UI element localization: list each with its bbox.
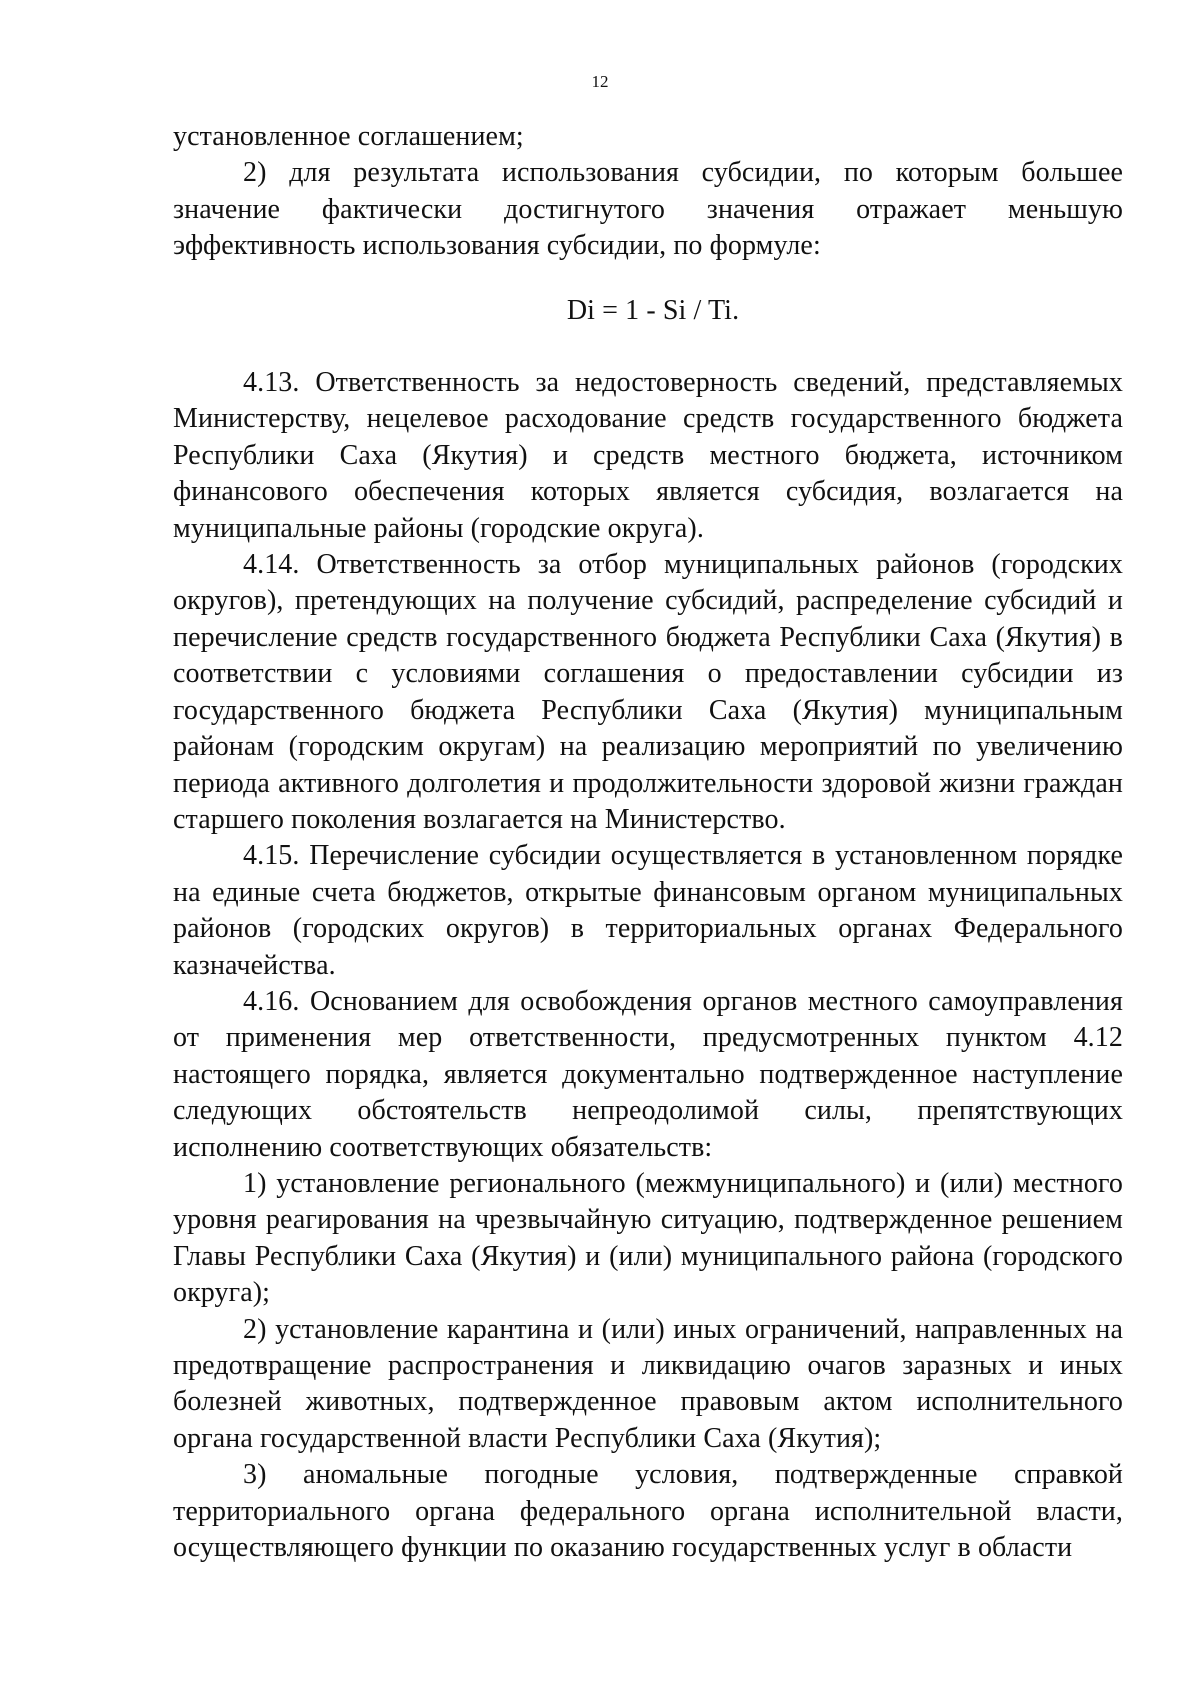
paragraph-4-13: 4.13. Ответственность за недостоверность сведений, представляемых Министерству, нецелевое расходование средств государственного бюджета Республики Саха (Якутия) и средств местного бюджета, источником финансового обеспечения которых является субсидия, возлагается на муниципальные районы (городские округа).: [173, 367, 1123, 544]
paragraph-4-16-item-2: 2) установление карантина и (или) иных ограничений, направленных на предотвращение распространения и ликвидацию очагов заразных и иных болезней животных, подтвержденное правовым актом исполнительного органа государственной власти Республики Саха (Якутия);: [173, 1313, 1123, 1454]
paragraph-continuation: установленное соглашением;: [173, 121, 524, 152]
paragraph-4-16-item-1: 1) установление регионального (межмуниципального) и (или) местного уровня реагирования на чрезвычайную ситуацию, подтвержденное решением Главы Республики Саха (Якутия) и (или) муниципального района (городского округа);: [173, 1167, 1123, 1309]
formula: Di = 1 - Si / Ti.: [566, 294, 740, 326]
paragraph-4-15: 4.15. Перечисление субсидии осуществляется в установленном порядке на единые счета бюджетов, открытые финансовым органом муниципальных районов (городских округов) в территориальных органах Федерального казначейства.: [173, 840, 1123, 981]
paragraph-4-16-item-3: 3) аномальные погодные условия, подтвержденные справкой территориального органа федерального органа исполнительной власти, осуществляющего функции по оказанию государственных услуг в области: [173, 1459, 1123, 1564]
paragraph-4-14: 4.14. Ответственность за отбор муниципальных районов (городских округов), претендующих на получение субсидий, распределение субсидий и перечисление средств государственного бюджета Республики Саха (Якутия) в соответствии с условиями соглашения о предоставлении субсидии из государственного бюджета Республики Саха (Якутия) муниципальным районам (городским округам) на реализацию мероприятий по увеличению периода активного долголетия и продолжительности здоровой жизни граждан старшего поколения возлагается на Министерство.: [173, 549, 1123, 835]
document-body: [173, 119, 1123, 1566]
paragraph-4-16: 4.16. Основанием для освобождения органов местного самоуправления от применения мер ответственности, предусмотренных пунктом 4.12 настоящего порядка, является документально подтвержденное наступление следующих обстоятельств непреодолимой силы, препятствующих исполнению соответствующих обязательств:: [173, 985, 1123, 1163]
paragraph-item-2: 2) для результата использования субсидии, по которым большее значение фактически достигнутого значения отражает меньшую эффективность использования субсидии, по формуле:: [173, 157, 1123, 262]
page-number: 12: [591, 72, 609, 91]
